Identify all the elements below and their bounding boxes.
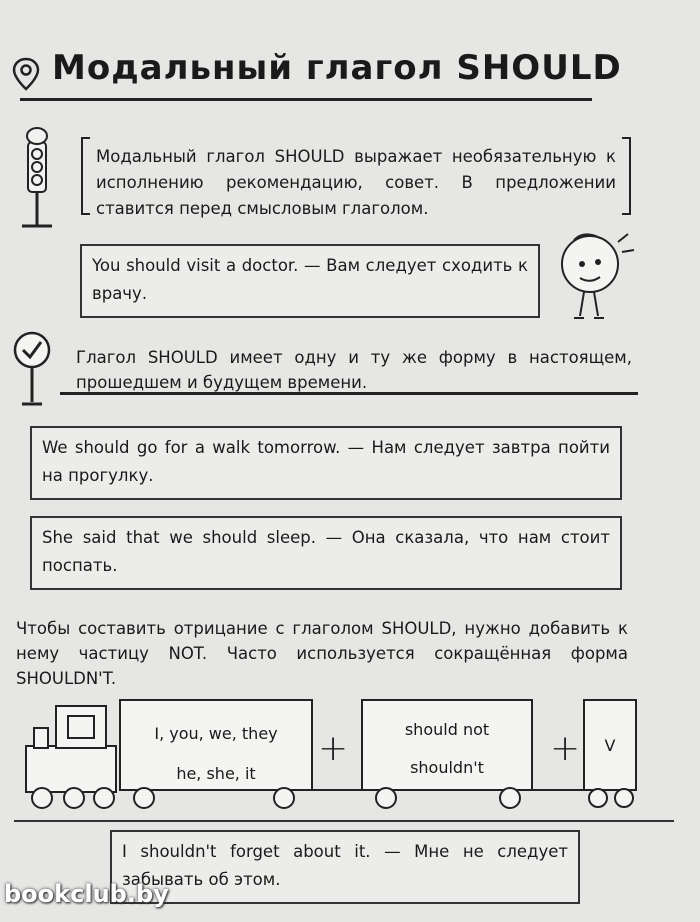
- example-text-4: I shouldn't forget about it. — Мне не следует забывать об этом.: [122, 842, 568, 889]
- example-text-2: We should go for a walk tomorrow. — Нам следует завтра пойти на прогулку.: [42, 438, 610, 485]
- example-text-3: She said that we should sleep. — Она сказала, что нам стоит поспать.: [42, 528, 610, 575]
- example-box-3: [30, 516, 622, 590]
- watermark: bookclub.by: [4, 880, 169, 908]
- plus-sign-2: +: [550, 728, 581, 769]
- definition-text: Модальный глагол SHOULD выражает необязательную к исполнению рекомендацию, совет. В предложении ставится перед смысловым глаголом.: [96, 147, 616, 218]
- verb-label: V: [604, 736, 616, 755]
- traffic-light-icon: [14, 122, 60, 230]
- rule-underline: [60, 392, 638, 395]
- rule-text: Глагол SHOULD имеет одну и ту же форму в настоящем, прошедшем и будущем времени.: [76, 348, 632, 392]
- shouldnt-label: shouldn't: [410, 758, 484, 777]
- title-underline: [20, 98, 592, 101]
- page-title: Модальный глагол SHOULD: [52, 48, 622, 88]
- should-not-label: should not: [404, 720, 490, 739]
- negation-note: Чтобы составить отрицание с глаголом SHOULD, нужно добавить к нему частицу NOT. Часто используется сокращённая форма SHOULDN'T.: [16, 619, 628, 688]
- subjects-plural: I, you, we, they: [154, 724, 278, 743]
- location-pin-icon: [8, 56, 44, 92]
- definition-block: [80, 136, 632, 216]
- example-text-1: You should visit a doctor. — Вам следует сходить к врачу.: [92, 256, 528, 303]
- checkmark-sign-icon: [10, 330, 54, 410]
- plus-sign-1: +: [318, 728, 349, 769]
- locomotive: [26, 746, 116, 792]
- cartoon-boy-icon: [554, 224, 636, 324]
- example-box-1: [80, 244, 540, 318]
- example-box-4: [110, 830, 580, 904]
- subjects-singular: he, she, it: [176, 764, 256, 783]
- example-box-2: [30, 426, 622, 500]
- divider-line: [14, 820, 674, 822]
